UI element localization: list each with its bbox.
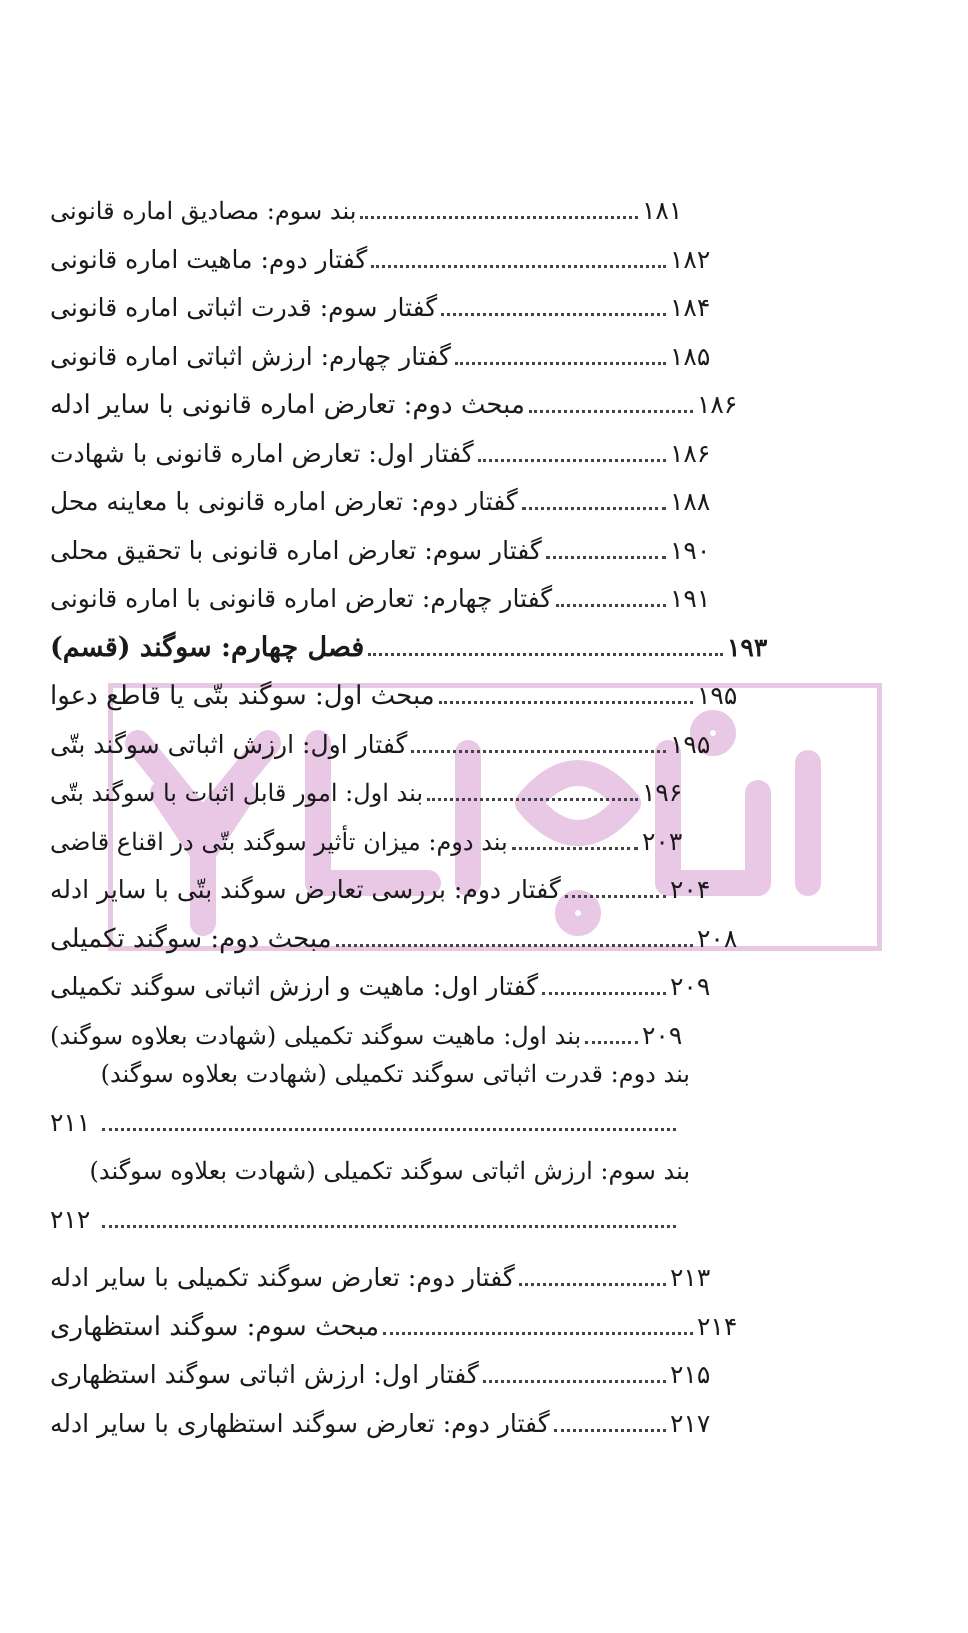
dot-leader — [360, 216, 638, 219]
toc-entry-title: گفتار دوم: بررسی تعارض سوگند بتّی با سایر ادله — [50, 875, 561, 904]
dot-leader — [554, 1429, 666, 1432]
toc-entry-title: گفتار اول: ارزش اثباتی سوگند استظهاری — [50, 1360, 479, 1389]
dot-leader — [585, 1041, 638, 1044]
toc-entry — [50, 718, 718, 762]
toc-entry — [50, 815, 690, 859]
toc-entry-page: ۱۹۵ — [670, 729, 711, 759]
toc-entry — [50, 766, 690, 810]
dot-leader — [336, 944, 693, 947]
dot-leader — [512, 847, 638, 850]
toc-entry-title: بند اول: ماهیت سوگند تکمیلی (شهادت بعلاوه سوگند) — [50, 1021, 582, 1050]
dot-leader — [478, 459, 666, 462]
toc-entry-title: بند دوم: قدرت اثباتی سوگند تکمیلی (شهادت بعلاوه سوگند) — [100, 1060, 690, 1088]
toc-entry-title: مبحث دوم: تعارض اماره قانونی با سایر ادله — [50, 390, 525, 420]
dot-leader — [102, 1128, 676, 1131]
toc-entry — [50, 1009, 690, 1053]
toc-entry-page: ۱۸۱ — [642, 196, 683, 225]
toc-entry — [50, 233, 718, 277]
toc-entry — [50, 475, 718, 519]
toc-entry-page: ۲۱۴ — [697, 1311, 738, 1341]
toc-entry-page: ۱۸۸ — [670, 487, 711, 516]
toc-entry-page-row — [50, 1106, 680, 1140]
toc-entry-page: ۲۰۹ — [670, 972, 711, 1001]
dot-leader — [556, 604, 666, 607]
toc-entry-page: ۱۹۱ — [670, 584, 711, 613]
toc-entry-title: فصل چهارم: سوگند (قسم) — [50, 631, 365, 663]
toc-entry-title: بند اول: امور قابل اثبات با سوگند بتّی — [50, 779, 424, 807]
dot-leader — [383, 1332, 693, 1335]
toc-entry — [50, 1251, 718, 1295]
toc-entry — [50, 281, 718, 325]
toc-entry-page: ۲۰۸ — [697, 923, 738, 953]
toc-entry-title: گفتار اول: ماهیت و ارزش اثباتی سوگند تکمیلی — [50, 972, 539, 1001]
toc-entry-page: ۱۸۶ — [670, 438, 711, 468]
toc-entry-page: ۲۱۱ — [50, 1107, 91, 1137]
dot-leader — [483, 1380, 666, 1383]
toc-entry-title: مبحث سوم: سوگند استظهاری — [50, 1311, 380, 1342]
dot-leader — [565, 895, 666, 898]
toc-entry — [50, 427, 718, 471]
dot-leader — [368, 653, 723, 656]
toc-entry-page-row — [50, 1203, 680, 1237]
toc-entry-page: ۱۸۵ — [670, 341, 711, 371]
dot-leader — [439, 701, 693, 704]
dot-leader — [519, 1283, 666, 1286]
toc-entry-title: گفتار چهارم: ارزش اثباتی اماره قانونی — [50, 341, 451, 371]
toc-entry-page: ۲۱۲ — [50, 1204, 91, 1234]
toc-entry — [50, 669, 745, 713]
dot-leader — [427, 798, 638, 801]
toc-entry — [50, 524, 718, 568]
dot-leader — [441, 313, 666, 316]
toc-entry-title: بند سوم: مصادیق اماره قانونی — [50, 197, 357, 225]
toc-entry — [50, 1300, 745, 1344]
dot-leader — [102, 1225, 676, 1228]
dot-leader — [411, 750, 666, 753]
toc-entry-page: ۱۸۴ — [670, 293, 711, 322]
toc-entry — [50, 1348, 718, 1392]
toc-entry-title: گفتار دوم: ماهیت اماره قانونی — [50, 244, 368, 274]
toc-entry-title: مبحث دوم: سوگند تکمیلی — [50, 923, 332, 954]
toc-entry — [50, 378, 745, 422]
toc-entry-title: بند دوم: میزان تأثیر سوگند بتّی در اقناع قاضی — [50, 827, 508, 856]
toc-entry-page: ۱۹۵ — [697, 681, 738, 710]
toc-entry-page: ۲۱۷ — [670, 1408, 711, 1438]
toc-entry-page: ۲۱۳ — [670, 1263, 711, 1292]
toc-entry-page: ۱۹۰ — [670, 535, 711, 565]
toc-entry-page: ۲۰۹ — [642, 1020, 683, 1050]
toc-entry-page: ۲۱۵ — [670, 1360, 711, 1389]
toc-entry-page: ۱۹۶ — [642, 778, 683, 807]
toc-entry-title: گفتار اول: تعارض اماره قانونی با شهادت — [50, 438, 474, 468]
toc-entry — [50, 184, 690, 228]
dot-leader — [542, 992, 666, 995]
toc-entry-title: گفتار چهارم: تعارض اماره قانونی با اماره قانونی — [50, 584, 553, 613]
toc-entry-title: گفتار سوم: قدرت اثباتی اماره قانونی — [50, 293, 438, 322]
toc-entry-title: گفتار سوم: تعارض اماره قانونی با تحقیق محلی — [50, 535, 542, 565]
toc-entry-page: ۱۸۶ — [697, 390, 738, 419]
toc-entry — [50, 330, 718, 374]
toc-entry-page: ۲۰۳ — [642, 826, 683, 856]
toc-entry — [50, 621, 775, 665]
dot-leader — [529, 410, 693, 413]
toc-entry-page: ۲۰۴ — [670, 875, 711, 904]
toc-entry-title: گفتار دوم: تعارض سوگند تکمیلی با سایر ادله — [50, 1263, 515, 1292]
toc-entry — [50, 912, 745, 956]
dot-leader — [371, 265, 666, 268]
toc-entry — [50, 863, 718, 907]
toc-entry-page: ۱۹۳ — [727, 632, 768, 662]
dot-leader — [546, 556, 666, 559]
toc-entry — [50, 572, 718, 616]
toc-entry-title: مبحث اول: سوگند بتّی یا قاطع دعوا — [50, 681, 435, 711]
toc-entry-title: گفتار دوم: تعارض سوگند استظهاری با سایر ادله — [50, 1408, 550, 1438]
toc-entry — [50, 960, 718, 1004]
toc-entry-title: بند سوم: ارزش اثباتی سوگند تکمیلی (شهادت بعلاوه سوگند) — [89, 1157, 690, 1185]
toc-entry-title: گفتار دوم: تعارض اماره قانونی با معاینه محل — [50, 487, 518, 516]
toc-entry — [50, 1397, 718, 1441]
dot-leader — [522, 507, 666, 510]
toc-entry-title: گفتار اول: ارزش اثباتی سوگند بتّی — [50, 729, 408, 759]
toc-entry-page: ۱۸۲ — [670, 244, 711, 274]
dot-leader — [455, 362, 666, 365]
